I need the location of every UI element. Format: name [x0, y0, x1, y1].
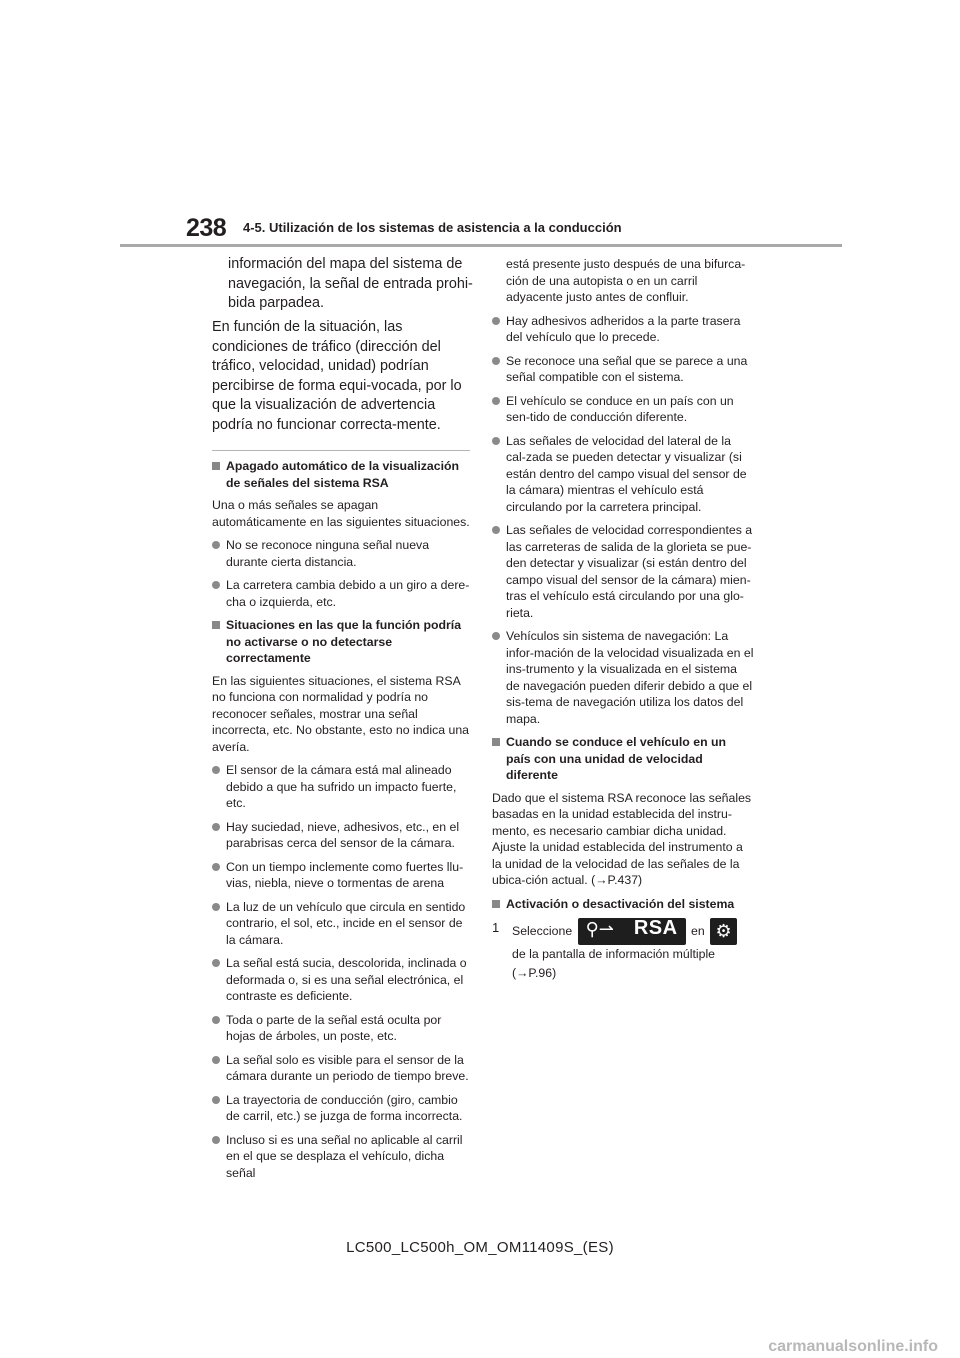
item-text: Incluso si es una señal no aplicable al carril en el que se desplaza el vehículo, dicha señal	[226, 1132, 463, 1180]
list-item	[212, 899, 470, 949]
item-text: El sensor de la cámara está mal alineado debido a que ha sufrido un impacto fuerte, etc.	[226, 763, 457, 810]
list-item	[212, 1132, 470, 1182]
bullet-icon	[212, 581, 220, 589]
lead-paragraph: En función de la situación, las condiciones de tráfico (dirección del tráfico, velocidad, unidad) podrían percibirse de forma equi-vocada, por lo que la visualización de advertencia podría no funcionar correcta-mente.	[212, 319, 462, 433]
section-body: Dado que el sistema RSA reconoce las señales basadas en la unidad establecida del instru-mento, es necesario cambiar dicha unidad. Ajuste la unidad establecida del instrumento a la unidad de la velocidad de las señales de la ubica-ción actual. (→P.437)	[492, 790, 752, 887]
list-item	[492, 433, 754, 516]
bullet-icon	[212, 1096, 220, 1104]
item-text: No se reconoce ninguna señal nueva durante cierta distancia.	[226, 538, 430, 569]
left-column	[212, 458, 470, 1188]
page-number: 238	[186, 214, 227, 242]
bullet-icon	[212, 959, 220, 967]
square-bullet-icon	[212, 621, 220, 629]
step-text-before: Seleccione	[512, 923, 573, 938]
bullet-icon	[492, 437, 500, 445]
heading-text: Cuando se conduce el vehículo en un país con una unidad de velocidad diferente	[506, 735, 727, 782]
bullet-icon	[492, 632, 500, 640]
watermark: carmanualsonline.info	[768, 1338, 938, 1355]
bullet-icon	[492, 397, 500, 405]
section-intro: En las siguientes situaciones, el sistema RSA no funciona con normalidad y podría no reconocer señales, mostrar una señal incorrecta, etc. No obstante, esto no indica una avería.	[212, 673, 470, 754]
item-text: Se reconoce una señal que se parece a una señal compatible con el sistema.	[506, 353, 748, 384]
list-item-continuation: está presente justo después de una bifurca-ción de una autopista o en un carril adyacente justo antes de confluir.	[506, 257, 746, 304]
square-bullet-icon	[212, 462, 220, 470]
bullet-icon	[212, 903, 220, 911]
list-item	[212, 762, 470, 812]
item-text: La trayectoria de conducción (giro, cambio de carril, etc.) se juzga de forma incorrecta.	[226, 1092, 463, 1123]
step-text-middle: en	[691, 923, 705, 938]
rsa-button	[578, 918, 686, 945]
square-bullet-icon	[492, 900, 500, 908]
item-text: Las señales de velocidad del lateral de la cal-zada se pueden detectar y visualizar (si están dentro del campo visual del sensor de la cámara) mientras el vehículo está circulando por la carretera principal.	[506, 433, 747, 514]
list-item	[212, 1092, 470, 1125]
item-text: Las señales de velocidad correspondientes a las carreteras de salida de la glorieta se pue-den detectar y visualizar (si están dentro del campo visual del sensor de la cámara) mien-tras el vehículo está circulando por una glo-rieta.	[506, 523, 753, 620]
square-bullet-icon	[492, 738, 500, 746]
step-text-after: de la pantalla de información múltiple (→P.96)	[512, 947, 716, 980]
bullet-icon	[212, 766, 220, 774]
header-divider	[120, 244, 842, 247]
list-item	[212, 955, 470, 1005]
section-heading	[212, 458, 470, 491]
list-item	[212, 819, 470, 852]
procedure-step	[492, 918, 754, 983]
document-code: LC500_LC500h_OM_OM11409S_(ES)	[346, 1239, 614, 1256]
list-item	[492, 522, 754, 621]
item-text: Toda o parte de la señal está oculta por hojas de árboles, un poste, etc.	[226, 1012, 442, 1043]
section-title: 4-5. Utilización de los sistemas de asistencia a la conducción	[243, 220, 622, 235]
section-intro: Una o más señales se apagan automáticamente en las siguientes situaciones.	[212, 498, 470, 529]
bullet-icon	[492, 317, 500, 325]
list-item	[492, 393, 754, 426]
item-text: La carretera cambia debido a un giro a dere-cha o izquierda, etc.	[226, 578, 470, 609]
item-text: Con un tiempo inclemente como fuertes llu-vias, niebla, nieve o tormentas de arena	[226, 859, 464, 890]
section-heading	[212, 617, 470, 667]
heading-text: Activación o desactivación del sistema	[506, 896, 735, 911]
section-heading	[492, 734, 754, 784]
heading-text: Situaciones en las que la función podría no activarse o no detectarse correctamente	[226, 618, 462, 665]
bullet-icon	[212, 1056, 220, 1064]
car-sign-icon: ⚲⇀	[585, 919, 614, 939]
gear-icon: ⚙	[710, 918, 737, 945]
list-item	[492, 628, 754, 727]
item-text: El vehículo se conduce en un país con un sen-tido de conducción diferente.	[506, 393, 734, 424]
item-text: La señal está sucia, descolorida, inclinada o deformada o, si es una señal electrónica, el contraste es deficiente.	[226, 956, 467, 1003]
right-column	[492, 256, 754, 983]
lead-continuation: información del mapa del sistema de navegación, la señal de entrada prohi-bida parpadea.	[228, 256, 473, 311]
section-divider	[212, 450, 470, 451]
list-item	[212, 577, 470, 610]
bullet-icon	[212, 1136, 220, 1144]
list-item	[212, 859, 470, 892]
section-heading	[492, 896, 754, 913]
list-item	[492, 313, 754, 346]
bullet-icon	[212, 863, 220, 871]
list-item	[492, 353, 754, 386]
heading-text: Apagado automático de la visualización de señales del sistema RSA	[226, 459, 460, 490]
bullet-icon	[212, 823, 220, 831]
step-number: 1	[492, 920, 500, 935]
item-text: La luz de un vehículo que circula en sentido contrario, el sol, etc., incide en el sensor de la cámara.	[226, 899, 466, 947]
item-text: Hay suciedad, nieve, adhesivos, etc., en el parabrisas cerca del sensor de la cámara.	[226, 819, 460, 850]
list-item	[212, 1052, 470, 1085]
bullet-icon	[492, 526, 500, 534]
list-item	[212, 1012, 470, 1045]
bullet-icon	[212, 1016, 220, 1024]
bullet-icon	[492, 357, 500, 365]
item-text: Hay adhesivos adheridos a la parte trasera del vehículo que lo precede.	[506, 313, 741, 344]
item-text: Vehículos sin sistema de navegación: La infor-mación de la velocidad visualizada en el ins-trumento y la visualizada en el sistema de navegación pueden diferir debido a que el sis-tema de navegación utiliza los datos del mapa.	[506, 629, 754, 726]
rsa-label: RSA	[633, 917, 678, 939]
item-text: La señal solo es visible para el sensor de la cámara durante un periodo de tiempo breve.	[226, 1052, 469, 1083]
bullet-icon	[212, 541, 220, 549]
list-item	[212, 537, 470, 570]
